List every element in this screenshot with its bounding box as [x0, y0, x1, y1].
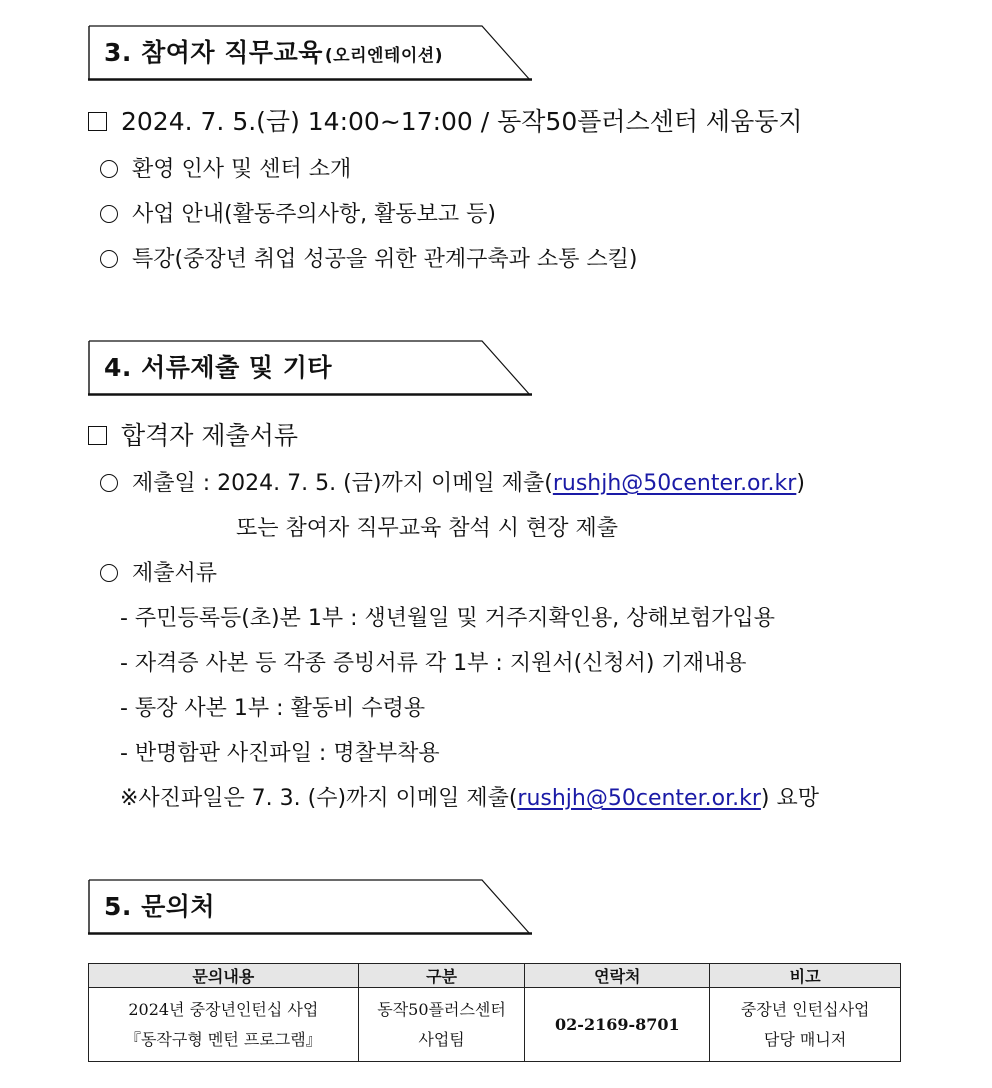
header-note: 비고 — [710, 964, 901, 988]
orientation-item: 특강(중장년 취업 성공을 위한 관계구축과 소통 스킬) — [100, 245, 637, 275]
documents-list-item: - 주민등록등(초)본 1부 : 생년월일 및 거주지확인용, 상해보험가입용 — [120, 606, 776, 631]
square-bullet-icon — [88, 426, 107, 445]
documents-main: 합격자 제출서류 — [88, 419, 298, 453]
documents-list-item: - 반명함판 사진파일 : 명찰부착용 — [120, 741, 440, 766]
orientation-item: 환영 인사 및 센터 소개 — [100, 155, 351, 185]
inquiry-cell: 2024년 중장년인턴십 사업 『동작구형 멘턴 프로그램』 — [89, 988, 359, 1062]
circle-bullet-icon — [100, 205, 118, 223]
section-3-header — [88, 25, 532, 81]
email-link[interactable]: rushjh@50center.or.kr — [517, 786, 761, 811]
orientation-item: 사업 안내(활동주의사항, 활동보고 등) — [100, 200, 496, 230]
documents-deadline-alt: 또는 참여자 직무교육 참석 시 현장 제출 — [236, 516, 618, 541]
orientation-main: 2024. 7. 5.(금) 14:00~17:00 / 동작50플러스센터 세움둥지 — [88, 105, 803, 139]
circle-bullet-icon — [100, 564, 118, 582]
section-4-title: 4. 서류제출 및 기타 — [104, 353, 333, 382]
documents-list-item: - 자격증 사본 등 각종 증빙서류 각 1부 : 지원서(신청서) 기재내용 — [120, 651, 747, 676]
circle-bullet-icon — [100, 160, 118, 178]
phone-cell: 02-2169-8701 — [525, 988, 710, 1062]
documents-list-item: - 통장 사본 1부 : 활동비 수령용 — [120, 696, 426, 721]
division-cell: 동작50플러스센터 사업팀 — [358, 988, 525, 1062]
table-row — [89, 988, 901, 1062]
documents-list-title: 제출서류 — [100, 559, 217, 589]
photo-note: ※사진파일은 7. 3. (수)까지 이메일 제출(rushjh@50center.or.kr) 요망 — [120, 786, 819, 811]
section-3-subtitle: (오리엔테이션) — [324, 46, 443, 66]
circle-bullet-icon — [100, 250, 118, 268]
header-contact: 연락처 — [525, 964, 710, 988]
table-header-row — [89, 964, 901, 988]
section-3-title: 3. 참여자 직무교육 (오리엔테이션) — [104, 38, 443, 67]
contact-table — [88, 963, 901, 1062]
section-5-header — [88, 879, 532, 935]
section-4-header — [88, 340, 532, 396]
documents-deadline: 제출일 : 2024. 7. 5. (금)까지 이메일 제출(rushjh@50center.or.kr) — [100, 469, 805, 499]
square-bullet-icon — [88, 112, 107, 131]
circle-bullet-icon — [100, 474, 118, 492]
note-cell: 중장년 인턴십사업 담당 매니저 — [710, 988, 901, 1062]
section-5-title: 5. 문의처 — [104, 892, 216, 921]
email-link[interactable]: rushjh@50center.or.kr — [552, 471, 797, 496]
header-division: 구분 — [358, 964, 525, 988]
header-inquiry: 문의내용 — [89, 964, 359, 988]
